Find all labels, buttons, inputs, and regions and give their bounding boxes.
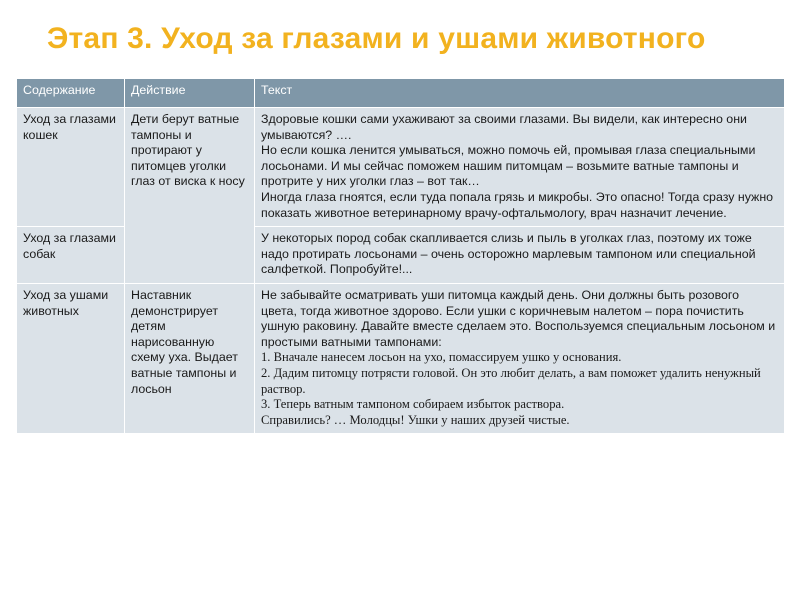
lesson-table xyxy=(16,78,785,434)
table-header-row xyxy=(17,79,785,108)
step-line: 1. Вначале нанесем лосьон на ухо, помассируем ушко у основания. xyxy=(261,350,622,365)
content-cell: Уход за глазами кошек xyxy=(17,108,125,227)
header-text: Текст xyxy=(255,79,785,108)
text-paragraph: У некоторых пород собак скапливается слизь и пыль в уголках глаз, поэтому их тоже надо протирать лосьонами – очень осторожно марлевым тампоном или специальной салфеткой. Попробуйте!... xyxy=(261,231,756,277)
text-cell xyxy=(255,283,785,433)
content-cell: Уход за ушами животных xyxy=(17,283,125,433)
text-paragraph: Иногда глаза гноятся, если туда попала грязь и микробы. Это опасно! Тогда сразу нужно показать животное ветеринарному врачу-офтальмологу, врач назначит лечение. xyxy=(261,189,774,220)
table-row xyxy=(17,283,785,433)
text-paragraph: Не забывайте осматривать уши питомца каждый день. Они должны быть розового цвета, тогда животное здорово. Если ушки с коричневым налетом – пора почистить ушную раковину. Давайте вместе сделаем это. Воспользуемся специальным лосьоном и простыми ватными тампонами: xyxy=(261,287,776,349)
header-action: Действие xyxy=(125,79,255,108)
header-content: Содержание xyxy=(17,79,125,108)
text-cell xyxy=(255,108,785,227)
slide-title: Этап 3. Уход за глазами и ушами животного xyxy=(47,22,706,55)
step-line: 3. Теперь ватным тампоном собираем избыток раствора. xyxy=(261,397,565,412)
text-cell xyxy=(255,227,785,284)
action-cell: Наставник демонстрирует детям нарисованную схему уха. Выдает ватные тампоны и лосьон xyxy=(125,283,255,433)
step-line: Справились? … Молодцы! Ушки у наших друзей чистые. xyxy=(261,412,570,427)
action-cell: Дети берут ватные тампоны и протирают у питомцев уголки глаз от виска к носу xyxy=(125,108,255,284)
table-row xyxy=(17,108,785,227)
text-paragraph: Здоровые кошки сами ухаживают за своими глазами. Вы видели, как интересно они умываются? …. xyxy=(261,112,747,142)
step-line: 2. Дадим питомцу потрясти головой. Он это любит делать, а вам поможет удалить ненужный раствор. xyxy=(261,365,761,396)
text-paragraph: Но если кошка ленится умываться, можно помочь ей, промывая глаза специальными лосьонами. И мы сейчас поможем нашим питомцам – возьмите ватные тампоны и протрите у них уголки глаз – вот так… xyxy=(261,143,756,189)
content-cell: Уход за глазами собак xyxy=(17,227,125,284)
